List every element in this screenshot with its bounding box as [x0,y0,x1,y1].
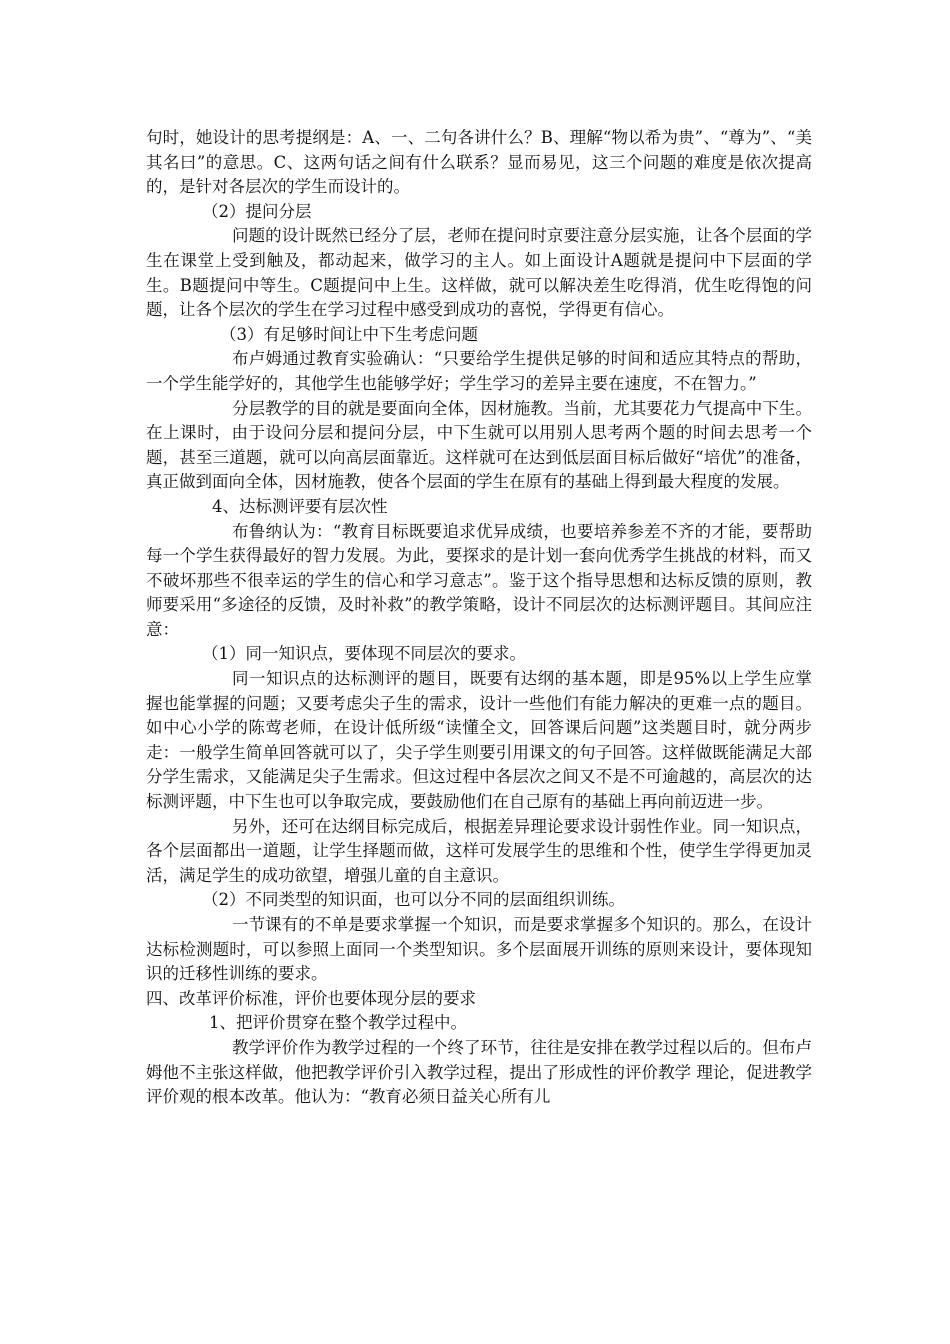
paragraph-continuation: 句时，她设计的思考提纲是：A、一、二句各讲什么？B、理解“物以希为贵”、“尊为”、“美其名曰”的意思。C、这两句话之间有什么联系？显而易见，这三个问题的难度是依次提高的，是针对各层次的学生而设计的。 [146,128,812,197]
document-page [146,126,812,1110]
paragraph-layered-teaching-goal: 分层教学的目的就是要面向全体，因材施教。当前，尤其要花力气提高中下生。在上课时，由于设问分层和提问分层，中下生就可以用别人思考两个题的时间去思考一个题，甚至三道题，就可以向高层面靠近。这样就可在达到低层面目标后做好“培优”的准备，真正做到面向全体，因材施教，使各个层面的学生在原有的基础上得到最大程度的发展。 [146,398,812,492]
heading-assessment-levels: 4、达标测评要有层次性 [212,496,388,516]
paragraph-bruner-quote: 布鲁纳认为：“教育目标既要追求优异成绩，也要培养参差不齐的才能，要帮助每一个学生获得最好的智力发展。为此，要探求的是计划一套向优秀学生挑战的材料，而又不破坏那些不很幸运的学生的信心和学习意志”。鉴于这个指导思想和达标反馈的原则，教师要采用“多途径的反馈，及时补救”的教学策略，设计不同层次的达标测评题目。其间应注意： [146,521,812,639]
heading-different-knowledge-types: （2）不同类型的知识面，也可以分不同的层面组织训练。 [202,890,625,910]
paragraph-question-layering: 问题的设计既然已经分了层，老师在提问时京要注意分层实施，让各个层面的学生在课堂上受到触及，都动起来，做学习的主人。如上面设计A题就是提问中下层面的学生。B题提问中等生。C题提问中上生。这样做，就可以解决差生吃得消，优生吃得饱的问题，让各个层次的学生在学习过程中感受到成功的喜悦，学得更有信心。 [146,226,812,320]
paragraph-same-knowledge-point: 同一知识点的达标测评的题目，既要有达纲的基本题，即是95%以上学生应掌握也能掌握的问题；又要考虑尖子生的需求，设计一些他们有能力解决的更难一点的题目。如中心小学的陈莺老师，在设计低所级“读懂全文，回答课后问题”这类题目时，就分两步走：一般学生简单回答就可以了，尖子学生则要引用课文的句子回答。这样做既能满足大部分学生需求，又能满足尖子生需求。但这过程中各层次之间又不是不可逾越的，高层次的达标测评题，中下生也可以争取完成，要鼓励他们在自己原有的基础上再向前迈进一步。 [146,669,812,812]
paragraph-different-knowledge-types: 一节课有的不单是要求掌握一个知识，而是要求掌握多个知识的。那么，在设计达标检测题时，可以参照上面同一个类型知识。多个层面展开训练的原则来设计，要体现知识的迁移性训练的要求。 [146,915,812,984]
heading-evaluation-throughout: 1、把评价贯穿在整个教学过程中。 [209,1013,467,1033]
heading-same-knowledge-point: （1）同一知识点，要体现不同层次的要求。 [202,644,526,664]
heading-question-layering: （2）提问分层 [202,201,312,221]
paragraph-evaluation-throughout: 教学评价作为教学过程的一个终了环节，往往是安排在教学过程以后的。但布卢姆他不主张这样做，他把教学评价引入教学过程，提出了形成性的评价教学 理论，促进教学评价观的根本改革。他认为：“教育必须日益关心所有儿 [146,1037,812,1107]
heading-section-four: 四、改革评价标准，评价也要体现分层的要求 [146,988,476,1008]
paragraph-bloom-quote: 布卢姆通过教育实验确认：“只要给学生提供足够的时间和适应其特点的帮助，一个学生能学好的，其他学生也能够学好；学生学习的差异主要在速度，不在智力。” [146,349,812,393]
paragraph-optional-homework: 另外，还可在达纲目标完成后，根据差异理论要求设计弱性作业。同一知识点，各个层面都出一道题，让学生择题而做，这样可发展学生的思维和个性，使学生学得更加灵活，满足学生的成功欲望，增强儿童的自主意识。 [146,816,812,885]
heading-enough-time: （3）有足够时间让中下生考虑问题 [220,324,478,344]
